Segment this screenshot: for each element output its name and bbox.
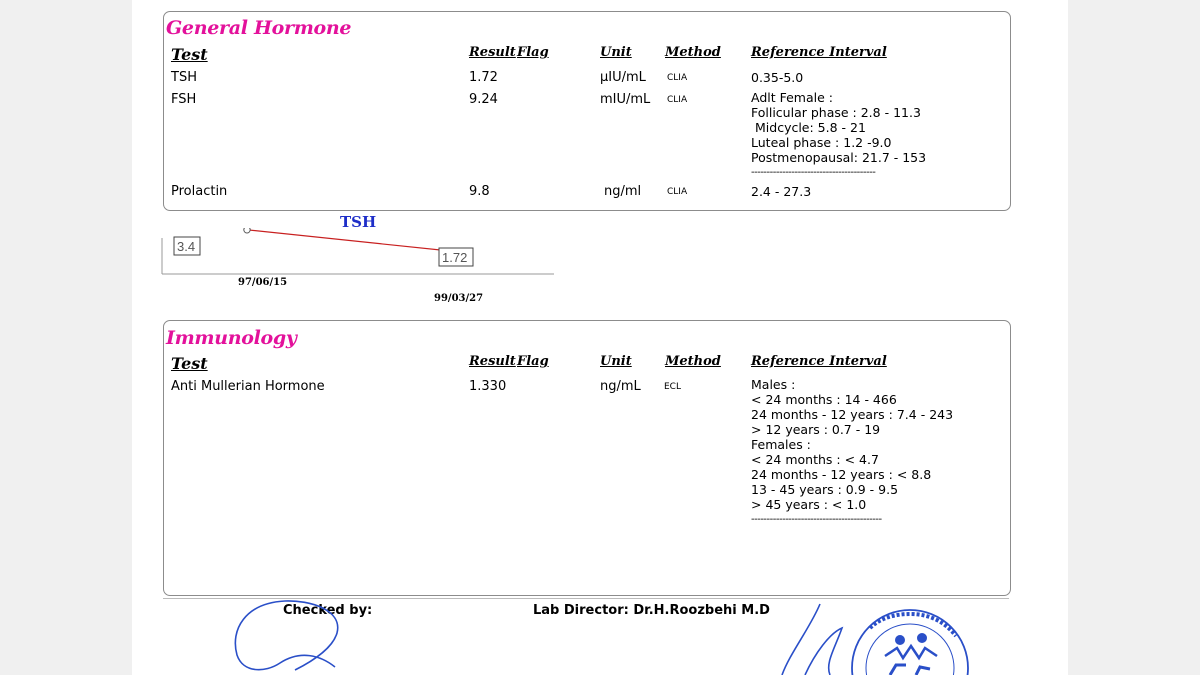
- series-line: [247, 230, 456, 252]
- header-test: Test: [171, 45, 208, 64]
- lab-director-label: Lab Director: Dr.H.Roozbehi M.D: [533, 603, 770, 618]
- header-reference: Reference Interval: [751, 354, 887, 369]
- checked-by-signature: [225, 595, 355, 675]
- reference-interval: [751, 70, 803, 85]
- chart-title: TSH: [340, 213, 377, 231]
- reference-line: Postmenopausal: 21.7 - 153: [751, 150, 927, 165]
- lab-stamp: [770, 598, 970, 675]
- unit-value: ng/ml: [604, 184, 642, 199]
- header-method: Method: [665, 354, 721, 369]
- data-label: 1.72: [442, 250, 468, 265]
- header-flag: Flag: [517, 45, 549, 60]
- general-hormone-title: General Hormone: [166, 17, 352, 39]
- header-unit: Unit: [600, 45, 632, 60]
- reference-line: 24 months - 12 years : 7.4 - 243: [751, 407, 954, 422]
- reference-interval: [751, 184, 811, 199]
- header-unit: Unit: [600, 354, 632, 369]
- test-name: Anti Mullerian Hormone: [171, 379, 325, 394]
- reference-line: < 24 months : 14 - 466: [751, 392, 897, 407]
- reference-line: 2.4 - 27.3: [751, 184, 812, 199]
- data-label: 3.4: [177, 239, 196, 254]
- header-method: Method: [665, 45, 721, 60]
- reference-line: Adlt Female :: [751, 90, 833, 105]
- result-value: 9.24: [469, 92, 498, 107]
- reference-divider: ------------------------------------------: [751, 514, 882, 525]
- result-value: 1.330: [469, 379, 507, 394]
- method-value: ECL: [664, 382, 681, 392]
- reference-line: 24 months - 12 years : < 8.8: [751, 467, 932, 482]
- unit-value: ng/mL: [600, 379, 641, 394]
- x-tick-label: 99/03/27: [434, 293, 484, 304]
- reference-line: < 24 months : < 4.7: [751, 452, 879, 467]
- immunology-title: Immunology: [166, 327, 297, 349]
- test-name: TSH: [171, 70, 197, 85]
- reference-line: Luteal phase : 1.2 -9.0: [751, 135, 892, 150]
- checked-by-label: Checked by:: [283, 603, 373, 618]
- unit-value: mIU/mL: [600, 92, 651, 107]
- reference-line: Follicular phase : 2.8 - 11.3: [751, 105, 921, 120]
- reference-line: 0.35-5.0: [751, 70, 804, 85]
- data-point: [244, 228, 250, 233]
- reference-interval: [751, 377, 953, 527]
- header-reference: Reference Interval: [751, 45, 887, 60]
- reference-line: Males :: [751, 377, 796, 392]
- header-flag: Flag: [517, 354, 549, 369]
- method-value: CLIA: [667, 73, 688, 83]
- tsh-trend-chart: [160, 228, 560, 308]
- header-result: Result: [469, 45, 516, 60]
- result-value: 9.8: [469, 184, 490, 199]
- result-value: 1.72: [469, 70, 498, 85]
- header-result: Result: [469, 354, 516, 369]
- method-value: CLIA: [667, 95, 688, 105]
- x-tick-label: 97/06/15: [238, 277, 288, 288]
- method-value: CLIA: [667, 187, 688, 197]
- reference-line: Midcycle: 5.8 - 21: [755, 120, 866, 135]
- header-test: Test: [171, 354, 208, 373]
- reference-line: 13 - 45 years : 0.9 - 9.5: [751, 482, 899, 497]
- reference-line: > 45 years : < 1.0: [751, 497, 867, 512]
- reference-interval: [751, 90, 926, 180]
- test-name: FSH: [171, 92, 197, 107]
- reference-line: Females :: [751, 437, 811, 452]
- unit-value: µIU/mL: [600, 70, 646, 85]
- reference-divider: ----------------------------------------: [751, 167, 876, 178]
- reference-line: > 12 years : 0.7 - 19: [751, 422, 881, 437]
- test-name: Prolactin: [171, 184, 228, 199]
